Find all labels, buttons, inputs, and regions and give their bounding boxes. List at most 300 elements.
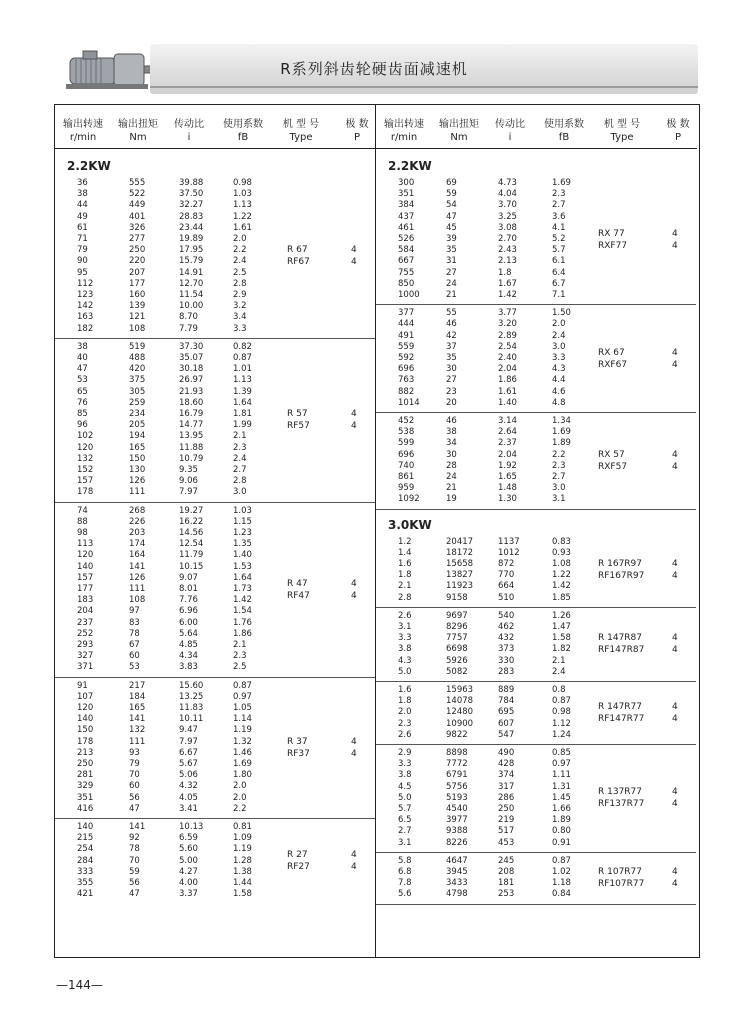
column-header-cell: P — [353, 132, 361, 143]
table-cell: 5.8 — [398, 855, 412, 866]
table-cell: 599 — [398, 438, 415, 449]
table-cell: 215 — [77, 833, 94, 844]
table-cell: 6.67 — [179, 747, 198, 758]
table-cell: 0.87 — [233, 680, 252, 691]
type-model: RF107R77 — [598, 879, 645, 890]
table-cell: 882 — [398, 386, 415, 397]
table-cell: 384 — [398, 200, 415, 211]
table-cell: 6.00 — [179, 617, 198, 628]
table-cell: 2.0 — [233, 781, 247, 792]
table-cell: 4.3 — [398, 655, 412, 666]
group-separator — [376, 412, 696, 413]
table-cell: 1.6 — [398, 685, 412, 695]
table-cell: 28 — [446, 460, 457, 471]
table-cell: 250 — [498, 804, 515, 814]
type-model: RX 77 — [598, 228, 625, 239]
type-model: R 37 — [287, 736, 308, 747]
table-cell: 0.91 — [552, 837, 571, 848]
table-cell: 5193 — [446, 792, 468, 803]
table-cell: 1.34 — [552, 416, 571, 426]
table-cell: 7.1 — [552, 290, 566, 300]
table-cell: 755 — [398, 267, 415, 278]
type-poles: 4 — [672, 799, 678, 810]
table-cell: 60 — [129, 651, 140, 662]
column-header-cell: i — [187, 132, 191, 143]
table-cell: 113 — [77, 539, 94, 550]
table-cell: 1.40 — [233, 550, 252, 561]
table-cell: 79 — [129, 759, 140, 769]
table-cell: 861 — [398, 472, 415, 482]
table-cell: 428 — [498, 759, 515, 770]
table-cell: 2.43 — [498, 245, 517, 256]
type-poles: 4 — [672, 228, 678, 239]
table-cell: 3.1 — [552, 494, 566, 505]
table-cell: 14.91 — [179, 267, 204, 278]
table-cell: 1.42 — [233, 595, 252, 606]
table-cell: 9822 — [446, 729, 468, 740]
table-cell: 140 — [77, 561, 94, 572]
table-cell: 5.7 — [552, 245, 566, 256]
table-cell: 4647 — [446, 855, 468, 866]
table-cell: 1.24 — [552, 729, 571, 740]
table-cell: 1.64 — [233, 397, 252, 408]
table-cell: 1.05 — [233, 703, 252, 713]
type-model: RX 57 — [598, 449, 625, 460]
table-cell: 1.38 — [233, 866, 252, 877]
table-cell: 1.85 — [552, 592, 571, 603]
table-cell: 2.89 — [498, 330, 517, 341]
table-cell: 14078 — [446, 696, 474, 707]
table-cell: 1014 — [398, 397, 420, 408]
type-model: RF147R77 — [598, 714, 645, 724]
type-poles: 4 — [351, 850, 357, 861]
type-model: RXF77 — [598, 240, 628, 251]
table-cell: 12.54 — [179, 539, 204, 550]
table-cell: 111 — [129, 487, 146, 498]
table-cell: 1.80 — [233, 770, 252, 781]
table-cell: 488 — [129, 353, 146, 363]
table-cell: 178 — [77, 487, 94, 498]
table-cell: 157 — [77, 476, 94, 487]
table-cell: 3433 — [446, 878, 468, 889]
table-cell: 10.00 — [179, 301, 204, 312]
table-cell: 696 — [398, 364, 415, 375]
table-cell: 7.97 — [179, 736, 198, 747]
table-cell: 6.7 — [552, 278, 566, 289]
table-cell: 5.6 — [398, 889, 412, 900]
table-cell: 540 — [498, 610, 515, 621]
table-cell: 5.00 — [179, 855, 198, 866]
table-cell: 2.3 — [233, 442, 247, 453]
table-cell: 1.64 — [233, 572, 252, 583]
table-cell: 67 — [129, 640, 140, 650]
table-cell: 3.3 — [233, 323, 247, 334]
table-cell: 4.00 — [179, 878, 198, 888]
table-cell: 696 — [398, 449, 415, 460]
table-cell: 47 — [129, 889, 140, 900]
table-cell: 4.3 — [552, 364, 566, 375]
type-model: RXF57 — [598, 461, 628, 472]
table-cell: 194 — [129, 431, 146, 442]
table-cell: 121 — [129, 312, 146, 323]
column-header-cell: Type — [610, 132, 634, 143]
table-cell: 0.80 — [552, 826, 571, 837]
table-cell: 2.1 — [398, 581, 412, 592]
table-cell: 6.1 — [552, 256, 566, 267]
type-model: RF57 — [287, 421, 310, 432]
table-cell: 2.70 — [498, 234, 517, 244]
table-cell: 2.8 — [233, 476, 247, 487]
table-cell: 1.39 — [233, 386, 252, 397]
table-cell: 23 — [446, 386, 457, 397]
table-cell: 13.25 — [179, 691, 204, 702]
table-cell: 21 — [446, 483, 457, 494]
table-cell: 74 — [77, 505, 88, 516]
table-cell: 281 — [77, 770, 94, 781]
table-cell: 6791 — [446, 770, 468, 781]
table-cell: 3.8 — [398, 644, 412, 655]
column-header-cell: Nm — [129, 132, 147, 143]
table-cell: 10900 — [446, 718, 474, 729]
table-cell: 0.97 — [552, 759, 571, 770]
table-cell: 56 — [129, 878, 140, 888]
table-cell: 5.7 — [398, 804, 412, 814]
table-cell: 204 — [77, 606, 94, 617]
table-cell: 3.8 — [398, 770, 412, 781]
table-cell: 8296 — [446, 622, 468, 632]
column-header-cell: Nm — [450, 132, 468, 143]
table-cell: 1.18 — [552, 878, 571, 889]
table-cell: 12480 — [446, 707, 474, 718]
table-cell: 19.89 — [179, 234, 204, 244]
table-cell: 373 — [498, 644, 515, 655]
table-cell: 1.89 — [552, 438, 571, 449]
table-cell: 54 — [446, 200, 457, 211]
table-cell: 330 — [498, 655, 515, 666]
table-cell: 35 — [446, 353, 457, 363]
table-cell: 1.09 — [233, 833, 252, 844]
table-cell: 27 — [446, 375, 457, 386]
table-cell: 2.3 — [398, 718, 412, 729]
table-cell: 38 — [446, 427, 457, 438]
table-cell: 3.4 — [233, 312, 247, 323]
table-cell: 3.70 — [498, 200, 517, 211]
table-cell: 5756 — [446, 781, 468, 792]
page-number: —144— — [56, 978, 103, 992]
table-cell: 2.7 — [233, 465, 247, 475]
table-cell: 1.14 — [233, 714, 252, 725]
group-separator — [376, 852, 696, 853]
table-cell: 123 — [77, 290, 94, 300]
table-cell: 4.04 — [498, 189, 517, 200]
table-cell: 2.5 — [233, 267, 247, 278]
table-cell: 108 — [129, 323, 146, 334]
table-cell: 0.97 — [233, 691, 252, 702]
table-cell: 9.35 — [179, 465, 198, 475]
table-cell: 284 — [77, 855, 94, 866]
table-cell: 0.87 — [552, 696, 571, 707]
type-poles: 4 — [351, 748, 357, 759]
table-cell: 220 — [129, 256, 146, 267]
table-cell: 4.4 — [552, 375, 566, 386]
column-header-cell: fB — [237, 132, 249, 143]
table-cell: 374 — [498, 770, 515, 781]
table-cell: 9697 — [446, 610, 468, 621]
table-cell: 0.82 — [233, 341, 252, 352]
page-header — [50, 44, 698, 94]
table-cell: 872 — [498, 559, 515, 569]
table-cell: 69 — [446, 178, 457, 188]
group-separator — [376, 509, 696, 510]
table-cell: 203 — [129, 528, 146, 538]
table-cell: 4.6 — [552, 386, 566, 397]
table-cell: 107 — [77, 691, 94, 702]
table-cell: 141 — [129, 822, 146, 832]
table-cell: 174 — [129, 539, 146, 550]
table-cell: 1.23 — [233, 528, 252, 538]
table-cell: 763 — [398, 375, 415, 386]
table-cell: 416 — [77, 803, 94, 814]
type-model: RF47 — [287, 590, 310, 601]
table-cell: 1.61 — [498, 386, 517, 397]
table-cell: 305 — [129, 386, 146, 397]
table-cell: 1.58 — [233, 889, 252, 900]
table-cell: 1.8 — [398, 696, 412, 707]
table-cell: 3.83 — [179, 662, 198, 673]
table-cell: 2.54 — [498, 341, 517, 352]
table-cell: 437 — [398, 211, 415, 222]
table-cell: 4.85 — [179, 640, 198, 650]
type-model: R 167R97 — [598, 559, 642, 570]
table-cell: 1.66 — [552, 804, 571, 814]
table-cell: 1.01 — [233, 364, 252, 375]
table-cell: 90 — [77, 256, 88, 267]
type-poles: 4 — [672, 461, 678, 472]
type-model: R 147R87 — [598, 633, 642, 644]
table-cell: 1.67 — [498, 278, 517, 289]
header-rule — [55, 148, 376, 149]
type-poles: 4 — [672, 787, 678, 798]
table-cell: 3.08 — [498, 222, 517, 233]
table-cell: 7.8 — [398, 878, 412, 889]
table-cell: 8.70 — [179, 312, 198, 323]
table-cell: 5.2 — [552, 234, 566, 244]
type-poles: 4 — [672, 347, 678, 358]
table-cell: 11.83 — [179, 703, 204, 713]
table-cell: 2.3 — [233, 651, 247, 662]
table-cell: 2.9 — [398, 748, 412, 758]
type-model: RX 67 — [598, 347, 625, 358]
table-cell: 1.73 — [233, 584, 252, 594]
table-cell: 1.92 — [498, 460, 517, 471]
table-cell: 59 — [446, 189, 457, 200]
table-cell: 4.8 — [552, 397, 566, 408]
table-cell: 1.12 — [552, 718, 571, 729]
table-cell: 205 — [129, 420, 146, 431]
table-cell: 1.32 — [233, 736, 252, 747]
table-cell: 695 — [498, 707, 515, 718]
table-cell: 293 — [77, 640, 94, 650]
column-header-cell: i — [508, 132, 512, 143]
table-cell: 79 — [77, 245, 88, 256]
table-cell: 2.5 — [233, 662, 247, 673]
type-poles: 4 — [351, 257, 357, 268]
table-cell: 1.8 — [398, 570, 412, 581]
table-cell: 4.1 — [552, 222, 566, 233]
table-cell: 401 — [129, 211, 146, 222]
table-cell: 9158 — [446, 592, 468, 603]
type-poles: 4 — [672, 449, 678, 460]
table-cell: 1.8 — [498, 267, 512, 278]
type-poles: 4 — [672, 240, 678, 251]
table-cell: 181 — [498, 878, 515, 889]
group-separator — [376, 304, 696, 305]
table-cell: 770 — [498, 570, 515, 581]
table-cell: 664 — [498, 581, 515, 592]
column-header-cell: 传动比 — [495, 119, 525, 130]
table-cell: 3.3 — [398, 633, 412, 644]
table-cell: 111 — [129, 584, 146, 594]
table-cell: 3.37 — [179, 889, 198, 900]
type-model: RF67 — [287, 257, 310, 268]
type-poles: 4 — [672, 645, 678, 656]
table-cell: 35 — [446, 245, 457, 256]
table-cell: 14.77 — [179, 420, 204, 431]
table-cell: 0.87 — [233, 353, 252, 363]
table-cell: 5926 — [446, 655, 468, 666]
table-cell: 1.22 — [233, 211, 252, 222]
type-poles: 4 — [672, 702, 678, 712]
table-cell: 1.03 — [233, 189, 252, 200]
table-cell: 178 — [77, 736, 94, 747]
type-poles: 4 — [351, 421, 357, 432]
column-header-cell: P — [674, 132, 682, 143]
table-cell: 517 — [498, 826, 515, 837]
table-cell: 47 — [446, 211, 457, 222]
table-cell: 47 — [77, 364, 88, 375]
table-cell: 2.1 — [233, 640, 247, 650]
table-cell: 1.22 — [552, 570, 571, 581]
table-cell: 132 — [129, 725, 146, 736]
table-cell: 1.99 — [233, 420, 252, 431]
table-cell: 37.30 — [179, 341, 204, 352]
table-cell: 1137 — [498, 536, 520, 547]
table-cell: 253 — [498, 889, 515, 900]
table-cell: 21 — [446, 290, 457, 300]
table-cell: 555 — [129, 178, 146, 188]
table-cell: 3.2 — [233, 301, 247, 312]
table-cell: 152 — [77, 465, 94, 475]
table-cell: 300 — [398, 178, 415, 188]
table-cell: 70 — [129, 855, 140, 866]
table-cell: 13827 — [446, 570, 474, 581]
type-poles: 4 — [672, 867, 678, 878]
table-cell: 157 — [77, 572, 94, 583]
table-cell: 0.85 — [552, 748, 571, 758]
table-cell: 333 — [77, 866, 94, 877]
group-separator — [376, 681, 696, 682]
table-cell: 1.42 — [552, 581, 571, 592]
table-cell: 91 — [77, 680, 88, 691]
table-cell: 462 — [498, 622, 515, 632]
table-cell: 37 — [446, 341, 457, 352]
table-cell: 592 — [398, 353, 415, 363]
type-poles: 4 — [672, 359, 678, 370]
type-model: RF167R97 — [598, 571, 645, 582]
table-cell: 0.83 — [552, 536, 571, 547]
table-cell: 150 — [77, 725, 94, 736]
type-model: R 67 — [287, 245, 308, 256]
table-cell: 254 — [77, 844, 94, 855]
type-model: R 147R77 — [598, 702, 642, 712]
table-cell: 4.73 — [498, 178, 517, 188]
table-cell: 32.27 — [179, 200, 204, 211]
table-cell: 3.1 — [398, 837, 412, 848]
type-poles: 4 — [351, 409, 357, 420]
table-cell: 1.82 — [552, 644, 571, 655]
table-cell: 2.4 — [233, 256, 247, 267]
table-cell: 351 — [398, 189, 415, 200]
table-cell: 177 — [77, 584, 94, 594]
table-cell: 26.97 — [179, 375, 204, 386]
table-cell: 5.64 — [179, 628, 198, 639]
table-cell: 1.65 — [498, 472, 517, 482]
table-cell: 461 — [398, 222, 415, 233]
table-cell: 36 — [77, 178, 88, 188]
column-header-cell: 机 型 号 — [282, 119, 320, 130]
table-cell: 283 — [498, 666, 515, 677]
table-cell: 1.03 — [233, 505, 252, 516]
column-header-cell: 输出扭矩 — [439, 119, 479, 130]
table-cell: 5082 — [446, 666, 468, 677]
table-cell: 3.0 — [233, 487, 247, 498]
table-cell: 3.0 — [552, 483, 566, 494]
table-cell: 39 — [446, 234, 457, 244]
table-cell: 4798 — [446, 889, 468, 900]
table-cell: 9.06 — [179, 476, 198, 487]
table-cell: 55 — [446, 308, 457, 319]
table-cell: 1.4 — [398, 547, 412, 558]
table-cell: 46 — [446, 319, 457, 330]
table-cell: 2.4 — [233, 453, 247, 464]
type-poles: 4 — [351, 245, 357, 256]
table-cell: 1.53 — [233, 561, 252, 572]
table-cell: 1012 — [498, 547, 520, 558]
type-model: RF147R87 — [598, 645, 645, 656]
power-title: 3.0KW — [388, 517, 432, 532]
table-cell: 1.19 — [233, 725, 252, 736]
table-cell: 1.6 — [398, 559, 412, 569]
table-cell: 93 — [129, 747, 140, 758]
table-cell: 277 — [129, 234, 146, 244]
table-cell: 59 — [129, 866, 140, 877]
table-cell: 207 — [129, 267, 146, 278]
table-cell: 18.60 — [179, 397, 204, 408]
table-cell: 1.47 — [552, 622, 571, 632]
table-cell: 1.13 — [233, 200, 252, 211]
table-cell: 45 — [446, 222, 457, 233]
column-header-cell: 极 数 — [345, 119, 369, 130]
table-cell: 219 — [498, 815, 515, 826]
table-cell: 286 — [498, 792, 515, 803]
table-cell: 102 — [77, 431, 94, 442]
table-cell: 2.7 — [552, 200, 566, 211]
table-cell: 4.32 — [179, 781, 198, 792]
column-header-cell: 输出转速 — [63, 119, 103, 130]
table-cell: 1.44 — [233, 878, 252, 888]
table-cell: 132 — [77, 453, 94, 464]
table-cell: 3977 — [446, 815, 468, 826]
